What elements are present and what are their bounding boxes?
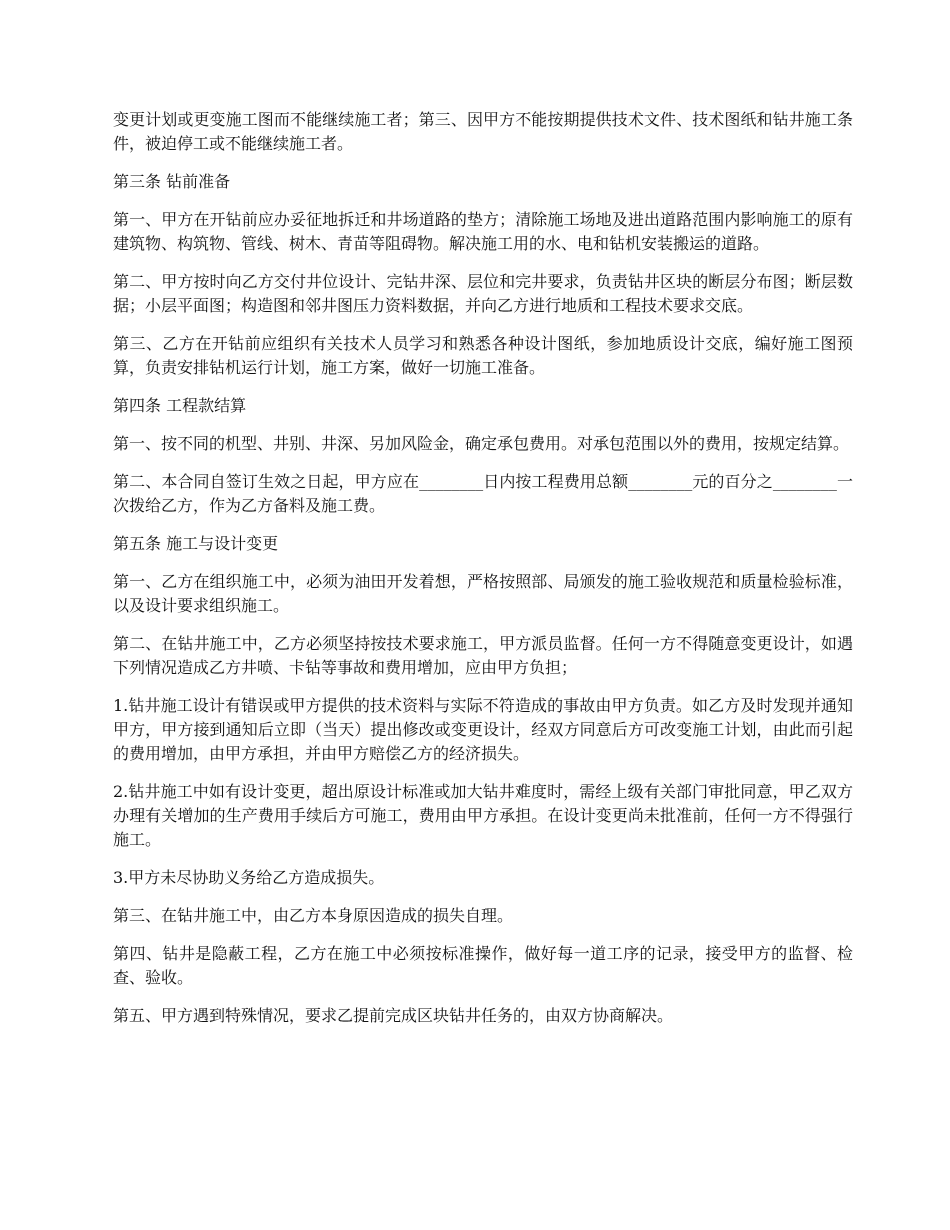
numbered-paragraph: 2.钻井施工中如有设计变更，超出原设计标准或加大钻井难度时，需经上级有关部门审批同意，甲乙双方办理有关增加的生产费用手续后方可施工，费用由甲方承担。在设计变更尚未批准前，任何一方不得强行施工。	[113, 782, 853, 849]
paragraph: 第二、甲方按时向乙方交付井位设计、完钻井深、层位和完井要求，负责钻井区块的断层分布图；断层数据；小层平面图；构造图和邻井图压力资料数据，并向乙方进行地质和工程技术要求交底。	[113, 272, 853, 315]
paragraph: 第二、本合同自签订生效之日起，甲方应在________日内按工程费用总额________元的百分之________一次拨给乙方，作为乙方备料及施工费。	[113, 472, 853, 515]
paragraph: 第一、乙方在组织施工中，必须为油田开发着想，严格按照部、局颁发的施工验收规范和质量检验标准，以及设计要求组织施工。	[113, 572, 853, 615]
section-heading: 第五条 施工与设计变更	[113, 534, 279, 553]
paragraph: 变更计划或更变施工图而不能继续施工者；第三、因甲方不能按期提供技术文件、技术图纸和钻井施工条件，被迫停工或不能继续施工者。	[113, 110, 853, 153]
paragraph: 第四、钻井是隐蔽工程，乙方在施工中必须按标准操作，做好每一道工序的记录，接受甲方的监督、检查、验收。	[113, 944, 853, 987]
numbered-paragraph: 3.甲方未尽协助义务给乙方造成损失。	[113, 868, 385, 887]
section-heading: 第四条 工程款结算	[113, 396, 247, 415]
paragraph: 第五、甲方遇到特殊情况，要求乙提前完成区块钻井任务的，由双方协商解决。	[113, 1006, 674, 1025]
numbered-paragraph: 1.钻井施工设计有错误或甲方提供的技术资料与实际不符造成的事故由甲方负责。如乙方及时发现并通知甲方，甲方接到通知后立即（当天）提出修改或变更设计，经双方同意后方可改变施工计划，由此而引起的费用增加，由甲方承担，并由甲方赔偿乙方的经济损失。	[113, 696, 853, 763]
paragraph: 第一、按不同的机型、井别、井深、另加风险金，确定承包费用。对承包范围以外的费用，按规定结算。	[113, 434, 850, 453]
paragraph: 第二、在钻井施工中，乙方必须坚持按技术要求施工，甲方派员监督。任何一方不得随意变更设计，如遇下列情况造成乙方井喷、卡钻等事故和费用增加，应由甲方负担；	[113, 634, 853, 677]
document-page	[113, 108, 853, 1042]
section-heading: 第三条 钻前准备	[113, 172, 231, 191]
paragraph: 第一、甲方在开钻前应办妥征地拆迁和井场道路的垫方；清除施工场地及进出道路范围内影响施工的原有建筑物、构筑物、管线、树木、青苗等阻碍物。解决施工用的水、电和钻机安装搬运的道路。	[113, 210, 853, 253]
paragraph: 第三、在钻井施工中，由乙方本身原因造成的损失自理。	[113, 906, 514, 925]
paragraph: 第三、乙方在开钻前应组织有关技术人员学习和熟悉各种设计图纸，参加地质设计交底，编好施工图预算，负责安排钻机运行计划，施工方案，做好一切施工准备。	[113, 334, 853, 377]
